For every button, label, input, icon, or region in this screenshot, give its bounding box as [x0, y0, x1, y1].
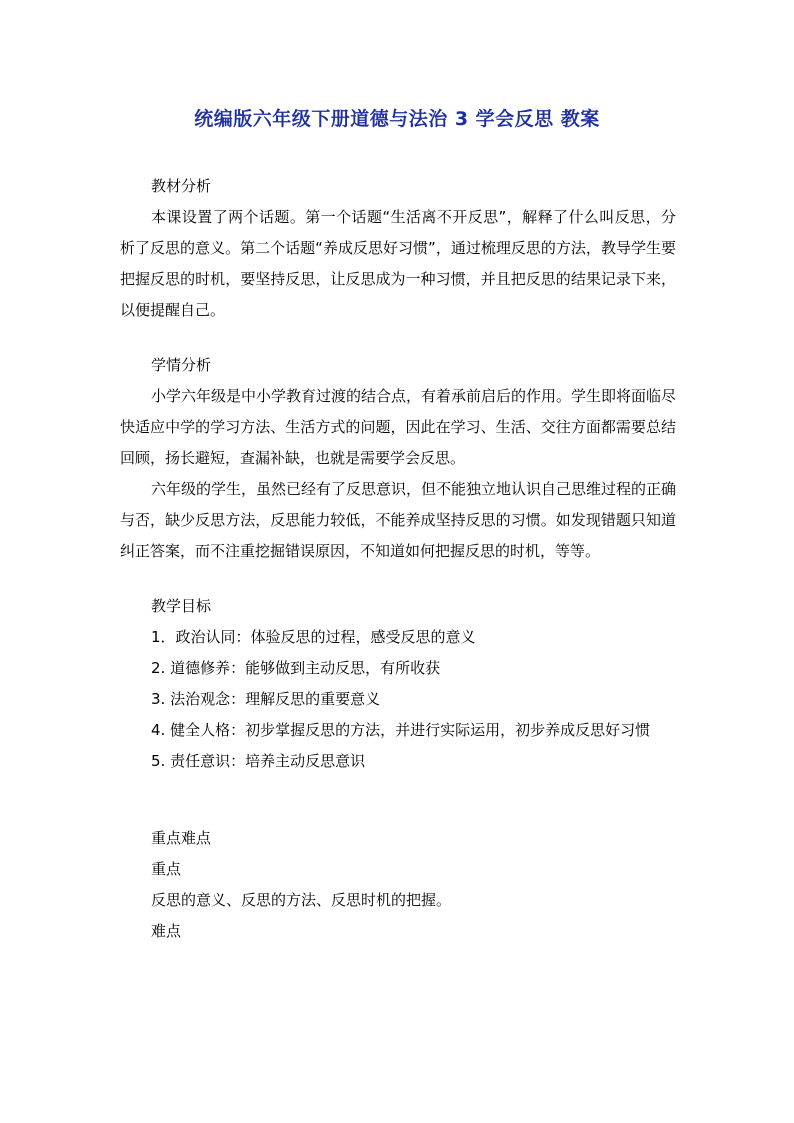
spacer — [120, 326, 676, 350]
goal-item-1: 1．政治认同：体验反思的过程，感受反思的意义 — [151, 628, 476, 646]
students-paragraph-1: 小学六年级是中小学教育过渡的结合点，有着承前启后的作用。学生即将面临尽快适应中学的学习方法、生活方式的问题，因此在学习、生活、交往方面都需要总结回顾，扬长避短，查漏补缺，也就是需要学会反思。 — [120, 387, 677, 467]
students-paragraph-2: 六年级的学生，虽然已经有了反思意识，但不能独立地认识自己思维过程的正确与否，缺少反思方法，反思能力较低，不能养成坚持反思的习惯。如发现错题只知道纠正答案，而不注重挖掘错误原因，不知道如何把握反思的时机，等等。 — [120, 480, 677, 560]
section-heading-analysis: 教材分析 — [151, 177, 212, 195]
spacer — [120, 567, 676, 591]
document-body — [120, 171, 676, 947]
goal-item-4: 4. 健全人格：初步掌握反思的方法，并进行实际运用，初步养成反思好习惯 — [151, 721, 651, 739]
analysis-paragraph: 本课设置了两个话题。第一个话题“生活离不开反思”，解释了什么叫反思，分析了反思的意义。第二个话题“养成反思好习惯”，通过梳理反思的方法，教导学生要把握反思的时机，要坚持反思，让反思成为一种习惯，并且把反思的结果记录下来，以便提醒自己。 — [120, 208, 676, 319]
difficult-point-label: 难点 — [151, 922, 182, 940]
goal-item-2: 2. 道德修养：能够做到主动反思，有所收获 — [151, 659, 441, 677]
document-title: 统编版六年级下册道德与法治 3 学会反思 教案 — [194, 108, 600, 130]
goal-item-3: 3. 法治观念：理解反思的重要意义 — [151, 690, 381, 708]
section-heading-key-points: 重点难点 — [151, 829, 212, 847]
key-point-label: 重点 — [151, 860, 182, 878]
goal-item-5: 5. 责任意识：培养主动反思意识 — [151, 752, 366, 770]
spacer — [120, 777, 676, 823]
key-point-text: 反思的意义、反思的方法、反思时机的把握。 — [151, 891, 452, 909]
section-heading-students: 学情分析 — [151, 356, 212, 374]
section-heading-goals: 教学目标 — [151, 597, 212, 615]
